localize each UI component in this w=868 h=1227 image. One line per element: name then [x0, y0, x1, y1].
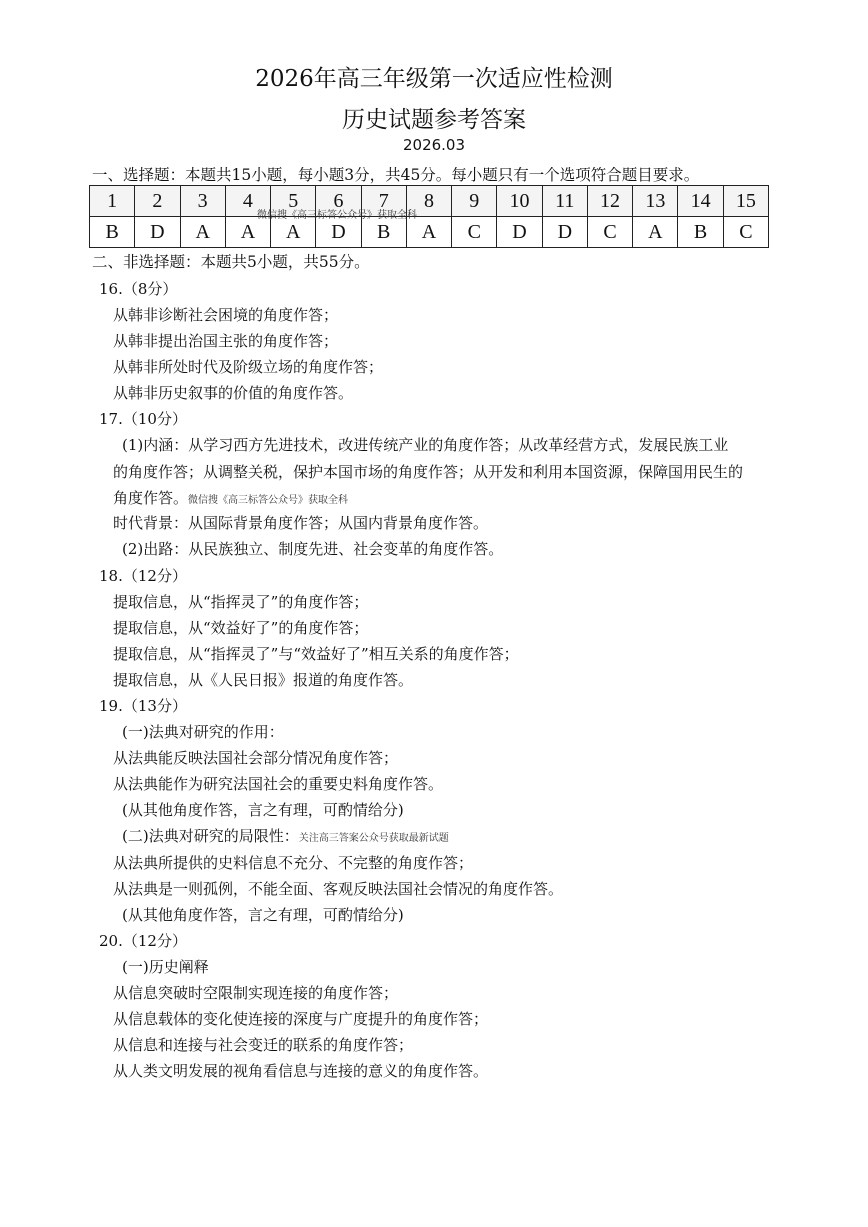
q18-line: 提取信息，从“效益好了”的角度作答；: [113, 619, 369, 637]
question-number: 15: [723, 186, 768, 217]
q19-sub2-title: [122, 825, 449, 846]
watermark-text: 微信搜《高三标答公众号》获取全科: [257, 210, 417, 221]
q19-heading: 19.（13分）: [99, 697, 187, 715]
answer-row: [90, 217, 769, 248]
question-number: 12: [587, 186, 632, 217]
q19-line: 从法典是一则孤例，不能全面、客观反映法国社会情况的角度作答。: [113, 880, 564, 898]
q19-sub2-label: (二)法典对研究的局限性：: [122, 827, 299, 845]
question-number: 2: [135, 186, 180, 217]
answer-cell: D: [542, 217, 587, 248]
answer-cell: A: [180, 217, 225, 248]
q19-line: 从法典能反映法国社会部分情况角度作答；: [113, 749, 399, 767]
q16-line: 从韩非所处时代及阶级立场的角度作答；: [113, 358, 384, 376]
q19-note: (从其他角度作答，言之有理，可酌情给分): [122, 801, 404, 819]
q20-line: 从信息和连接与社会变迁的联系的角度作答；: [113, 1036, 414, 1054]
question-number-row: [90, 186, 769, 217]
page-title: 2026年高三年级第一次适应性检测: [255, 66, 613, 92]
answer-cell: C: [452, 217, 497, 248]
answer-cell: B: [361, 217, 406, 248]
watermark-text: 关注高三答案公众号获取最新试题: [298, 833, 449, 844]
mc-section-heading: 一、选择题：本题共15小题，每小题3分，共45分。每小题只有一个选项符合题目要求。: [92, 166, 700, 184]
q18-line: 提取信息，从“指挥灵了”的角度作答；: [113, 593, 369, 611]
q19-line: 从法典能作为研究法国社会的重要史料角度作答。: [113, 775, 444, 793]
answer-cell: B: [90, 217, 135, 248]
q17-part2: (2)出路：从民族独立、制度先进、社会变革的角度作答。: [122, 540, 504, 558]
question-number: 11: [542, 186, 587, 217]
answer-cell: A: [225, 217, 270, 248]
question-number: 14: [678, 186, 723, 217]
q16-line: 从韩非诊断社会困境的角度作答；: [113, 306, 339, 324]
question-number: 8: [406, 186, 451, 217]
question-number: 4: [225, 186, 270, 217]
q17-part1-end: 角度作答。: [113, 489, 189, 507]
q16-line: 从韩非提出治国主张的角度作答；: [113, 332, 339, 350]
answer-cell: D: [316, 217, 361, 248]
question-number: 10: [497, 186, 542, 217]
answer-cell: B: [678, 217, 723, 248]
q19-sub1-title: (一)法典对研究的作用：: [122, 723, 284, 741]
answer-cell: C: [723, 217, 768, 248]
q18-heading: 18.（12分）: [99, 567, 187, 585]
question-number: 6: [316, 186, 361, 217]
answer-cell: A: [406, 217, 451, 248]
watermark-text: 微信搜《高三标答公众号》获取全科: [188, 495, 349, 506]
question-number: 13: [633, 186, 678, 217]
answer-cell: A: [271, 217, 316, 248]
question-number: 9: [452, 186, 497, 217]
q20-heading: 20.（12分）: [99, 932, 187, 950]
answer-cell: C: [587, 217, 632, 248]
q19-note: (从其他角度作答，言之有理，可酌情给分): [122, 906, 404, 924]
exam-date: 2026.03: [402, 136, 466, 154]
page-subtitle: 历史试题参考答案: [342, 107, 526, 133]
question-number: 7: [361, 186, 406, 217]
q18-line: 提取信息，从《人民日报》报道的角度作答。: [113, 671, 414, 689]
answer-table: [89, 185, 769, 248]
question-number: 3: [180, 186, 225, 217]
q17-heading: 17.（10分）: [99, 410, 187, 428]
q20-line: 从信息载体的变化使连接的深度与广度提升的角度作答；: [113, 1010, 489, 1028]
q20-sub1-title: (一)历史阐释: [122, 958, 209, 976]
nonmc-section-heading: 二、非选择题：本题共5小题，共55分。: [92, 253, 370, 271]
answer-cell: D: [497, 217, 542, 248]
q16-line: 从韩非历史叙事的价值的角度作答。: [113, 384, 354, 402]
question-number: 1: [90, 186, 135, 217]
q20-line: 从人类文明发展的视角看信息与连接的意义的角度作答。: [113, 1062, 489, 1080]
q19-line: 从法典所提供的史料信息不充分、不完整的角度作答；: [113, 854, 474, 872]
q17-part1-line: (1)内涵：从学习西方先进技术，改进传统产业的角度作答；从改革经营方式，发展民族工业: [122, 436, 729, 454]
question-number: 5: [271, 186, 316, 217]
q17-background: 时代背景：从国际背景角度作答；从国内背景角度作答。: [113, 514, 489, 532]
answer-cell: A: [633, 217, 678, 248]
answer-cell: D: [135, 217, 180, 248]
q20-line: 从信息突破时空限制实现连接的角度作答；: [113, 984, 399, 1002]
q17-part1-line: 的角度作答；从调整关税，保护本国市场的角度作答；从开发和利用本国资源，保障国用民生的: [113, 463, 744, 481]
q17-part1-line: [113, 487, 348, 508]
q18-line: 提取信息，从“指挥灵了”与“效益好了”相互关系的角度作答；: [113, 645, 519, 663]
q16-heading: 16.（8分）: [99, 280, 178, 298]
